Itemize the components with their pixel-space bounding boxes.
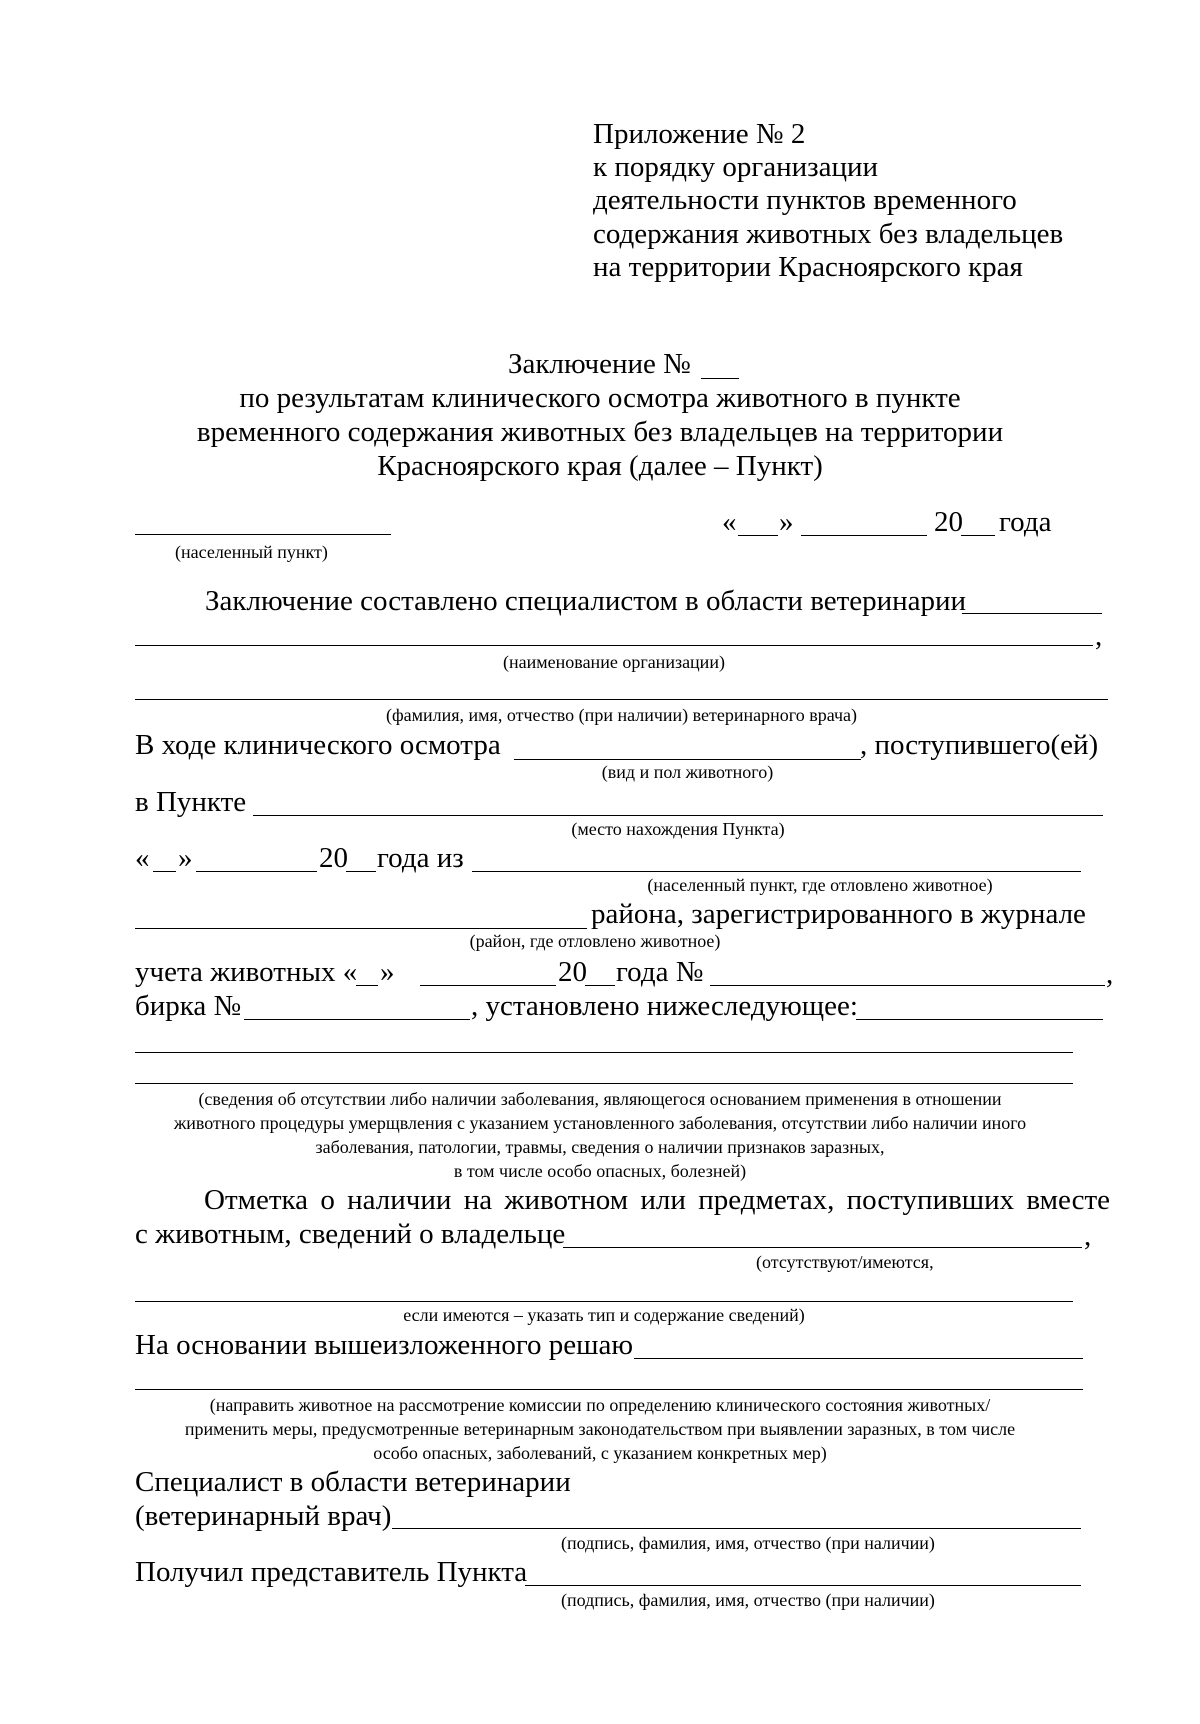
- decision-text: На основании вышеизложенного решаю: [135, 1329, 633, 1361]
- tag-after-text: , установлено нижеследующее:: [471, 990, 858, 1022]
- findings-caption: животного процедуры умерщвления с указанием установленного заболевания, отсутствии либо наличии иного: [173, 1113, 1027, 1133]
- specialist-blank[interactable]: [962, 613, 1102, 614]
- conclusion-number-blank[interactable]: [701, 378, 739, 379]
- heading-line: по результатам клинического осмотра животного в пункте: [239, 382, 961, 414]
- journal-month-blank[interactable]: [420, 985, 556, 986]
- owner-caption: если имеются – указать тип и содержание сведений): [403, 1305, 805, 1325]
- date-quote-close: »: [779, 506, 794, 538]
- heading-line: Красноярского края (далее – Пункт): [377, 450, 823, 482]
- catch-locality-caption: (населенный пункт, где отловлено животное): [647, 875, 993, 895]
- arrival-month-blank[interactable]: [196, 871, 317, 872]
- vet-fio-blank[interactable]: [135, 699, 1108, 700]
- decision-caption: применить меры, предусмотренные ветеринарным законодательством при выявлении заразных, в том числе: [184, 1419, 1016, 1439]
- findings-caption: заболевания, патологии, травмы, сведения о наличии признаков заразных,: [315, 1137, 885, 1157]
- specialist-signature-caption: (подпись, фамилия, имя, отчество (при наличии): [561, 1533, 935, 1553]
- day-blank[interactable]: [738, 535, 778, 536]
- organization-blank[interactable]: [135, 645, 1093, 646]
- arrival-day-blank[interactable]: [153, 871, 176, 872]
- appendix-line: на территории Красноярского края: [593, 251, 1023, 283]
- district-blank[interactable]: [135, 928, 587, 929]
- locality-caption: (населенный пункт): [175, 542, 328, 562]
- owner-caption: (отсутствуют/имеются,: [756, 1252, 934, 1272]
- arrival-quote-close: »: [178, 842, 193, 874]
- findings-blank[interactable]: [856, 1019, 1103, 1020]
- appendix-line: содержания животных без владельцев: [593, 218, 1064, 250]
- conclusion-title: Заключение №: [508, 348, 691, 380]
- owner-comma: ,: [1084, 1220, 1092, 1252]
- year-suffix: года: [999, 506, 1052, 538]
- owner-info-blank[interactable]: [563, 1247, 1082, 1248]
- owner-text-line2: с животным, сведений о владельце: [135, 1218, 566, 1250]
- journal-year-prefix: 20: [558, 956, 587, 988]
- year-prefix: 20: [934, 506, 963, 538]
- signature-specialist-label: Специалист в области ветеринарии: [135, 1466, 571, 1498]
- findings-caption: в том числе особо опасных, болезней): [453, 1161, 747, 1181]
- decision-caption: (направить животное на рассмотрение комиссии по определению клинического состояния животных/: [209, 1395, 991, 1415]
- appendix-line: к порядку организации: [593, 151, 879, 183]
- signature-specialist-label: (ветеринарный врач): [135, 1500, 392, 1532]
- decision-blank[interactable]: [634, 1358, 1083, 1359]
- arrival-quote-open: «: [135, 842, 150, 874]
- exam-text: В ходе клинического осмотра: [135, 729, 501, 761]
- animal-caption: (вид и пол животного): [601, 762, 774, 782]
- receiver-label: Получил представитель Пункта: [135, 1556, 528, 1588]
- punkt-location-blank[interactable]: [253, 815, 1103, 816]
- exam-text-received: , поступившего(ей): [860, 729, 1099, 761]
- district-caption: (район, где отловлено животное): [469, 931, 721, 951]
- journal-quote-close: »: [380, 956, 395, 988]
- punkt-location-caption: (место нахождения Пункта): [571, 819, 785, 839]
- specialist-text: Заключение составлено специалистом в области ветеринарии: [205, 585, 967, 617]
- catch-locality-blank[interactable]: [472, 871, 1081, 872]
- specialist-signature-blank[interactable]: [392, 1528, 1081, 1529]
- journal-year-no: года №: [616, 956, 704, 988]
- journal-number-blank[interactable]: [710, 985, 1105, 986]
- findings-blank-line[interactable]: [135, 1083, 1073, 1084]
- month-blank[interactable]: [801, 535, 927, 536]
- animal-blank[interactable]: [514, 759, 861, 760]
- arrival-year-from: года из: [377, 842, 464, 874]
- decision-blank-line[interactable]: [135, 1389, 1083, 1390]
- journal-comma: ,: [1106, 958, 1114, 990]
- tag-number-blank[interactable]: [244, 1019, 470, 1020]
- punkt-label: в Пункте: [135, 786, 247, 818]
- receiver-signature-blank[interactable]: [525, 1585, 1081, 1586]
- owner-details-blank[interactable]: [135, 1301, 1073, 1302]
- year-blank[interactable]: [961, 535, 995, 536]
- journal-text: учета животных «: [135, 956, 358, 988]
- appendix-title: Приложение № 2: [593, 118, 806, 150]
- date-quote-open: «: [722, 506, 737, 538]
- journal-day-blank[interactable]: [356, 985, 378, 986]
- organization-comma: ,: [1095, 620, 1103, 652]
- heading-line: временного содержания животных без владельцев на территории: [196, 416, 1004, 448]
- decision-caption: особо опасных, заболеваний, с указанием конкретных мер): [373, 1443, 827, 1463]
- organization-caption: (наименование организации): [503, 652, 725, 672]
- locality-blank[interactable]: [135, 534, 391, 535]
- receiver-signature-caption: (подпись, фамилия, имя, отчество (при наличии): [561, 1590, 935, 1610]
- district-text: района, зарегистрированного в журнале: [591, 898, 1086, 930]
- vet-fio-caption: (фамилия, имя, отчество (при наличии) ветеринарного врача): [385, 705, 858, 725]
- arrival-year-prefix: 20: [319, 842, 348, 874]
- findings-blank-line[interactable]: [135, 1052, 1073, 1053]
- journal-year-blank[interactable]: [585, 985, 615, 986]
- findings-caption: (сведения об отсутствии либо наличии заболевания, являющегося основанием применения в отношении: [198, 1089, 1002, 1109]
- appendix-line: деятельности пунктов временного: [593, 184, 1017, 216]
- owner-text-line1: Отметка о наличии на животном или предметах, поступивших вместе: [204, 1184, 1110, 1216]
- tag-label: бирка №: [135, 990, 242, 1022]
- arrival-year-blank[interactable]: [346, 871, 376, 872]
